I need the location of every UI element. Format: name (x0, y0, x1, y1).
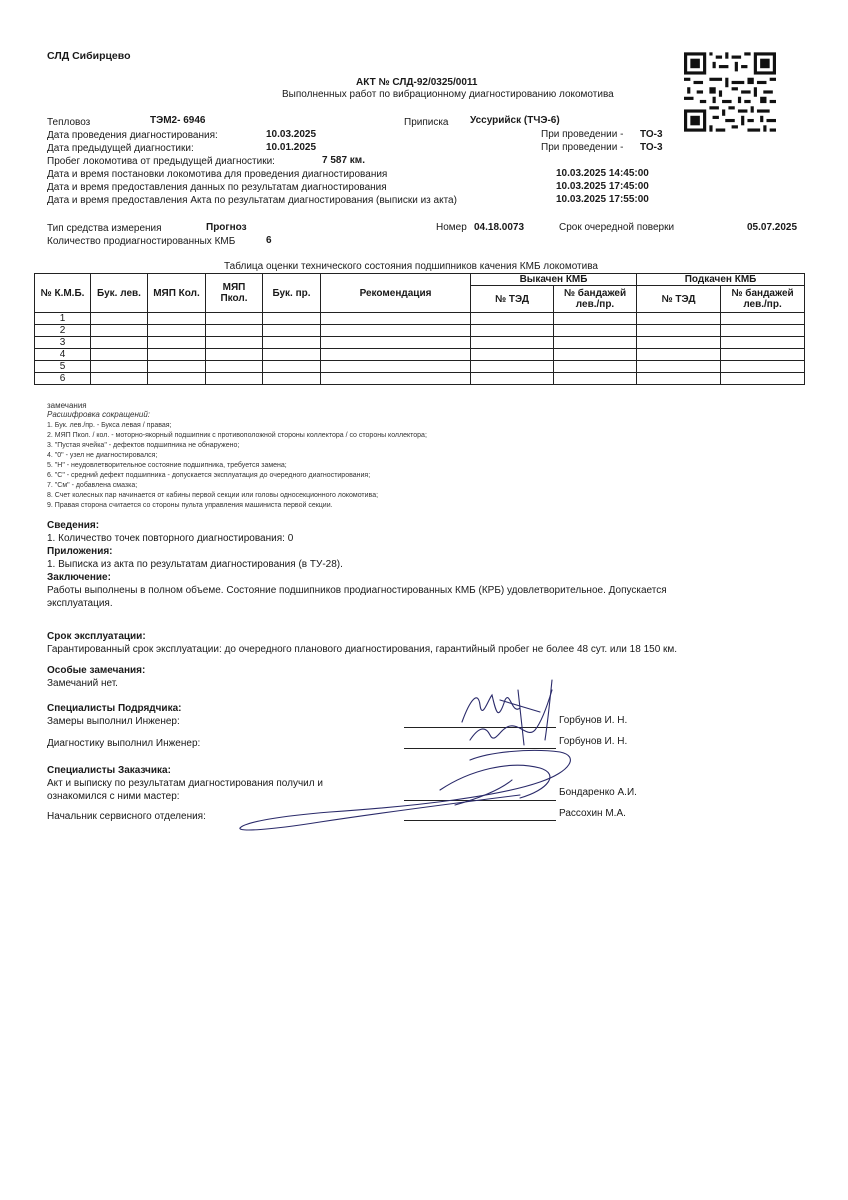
srok-text: Гарантированный срок эксплуатации: до очередного планового диагностирования, гарантийный пробег не более 48 сут. или 18 150 км. (47, 644, 678, 655)
header-myap-kol: МЯП Кол. (148, 274, 206, 313)
zaklyuchenie-line2: эксплуатация. (47, 598, 113, 609)
postanovka-value: 10.03.2025 14:45:00 (556, 168, 649, 179)
nomer-value: 04.18.0073 (474, 222, 525, 233)
header-buk-lev: Бук. лев. (91, 274, 148, 313)
prev-diag-label: Дата предыдущей диагностики: (47, 143, 194, 154)
svedeniya-text: 1. Количество точек повторного диагностирования: 0 (47, 533, 294, 544)
probeg-value: 7 587 км. (322, 155, 365, 166)
pri-provedenii-2-value: ТО-3 (640, 142, 663, 153)
header-vykachen: Выкачен КМБ (471, 274, 637, 286)
signature-line (404, 820, 556, 821)
remark-item: 3. "Пустая ячейка" - дефектов подшипника не обнаружено; (47, 442, 240, 449)
header-num: № К.М.Б. (35, 274, 91, 313)
row-number: 3 (35, 337, 91, 349)
remark-item: 6. "С" - средний дефект подшипника - допускается эксплуатация до очередного диагностирования; (47, 472, 371, 479)
remark-item: 9. Правая сторона считается со стороны пульта управления машиниста первой секции. (47, 502, 333, 509)
table-row (35, 337, 805, 349)
predost-dannyh-value: 10.03.2025 17:45:00 (556, 181, 649, 192)
pripiska-label: Приписка (404, 117, 449, 128)
diag-label: Диагностику выполнил Инженер: (47, 738, 201, 749)
pri-provedenii-1-label: При проведении - (541, 129, 624, 140)
zaklyuchenie-title: Заключение: (47, 572, 111, 583)
table-row (35, 325, 805, 337)
zakazchik-title: Специалисты Заказчика: (47, 765, 171, 776)
srok-poverki-value: 05.07.2025 (747, 222, 798, 233)
predost-akta-label: Дата и время предоставления Акта по результатам диагностирования (выписки из акта) (47, 195, 457, 206)
header-buk-pr: Бук. пр. (263, 274, 321, 313)
kolichestvo-value: 6 (266, 235, 272, 246)
podryadchik-title: Специалисты Подрядчика: (47, 703, 182, 714)
postanovka-label: Дата и время постановки локомотива для проведения диагностирования (47, 169, 388, 180)
akt-name: Бондаренко А.И. (559, 787, 637, 798)
srok-poverki-label: Срок очередной поверки (559, 222, 675, 233)
header-ted-2: № ТЭД (637, 286, 721, 313)
signature-line (404, 748, 556, 749)
row-number: 2 (35, 325, 91, 337)
table-row (35, 349, 805, 361)
kmb-table (34, 273, 805, 385)
row-number: 1 (35, 313, 91, 325)
zamery-name: Горбунов И. Н. (559, 715, 628, 726)
organization-name: СЛД Сибирцево (47, 50, 131, 62)
act-subtitle: Выполненных работ по вибрационному диагностированию локомотива (282, 89, 614, 100)
prilozheniya-text: 1. Выписка из акта по результатам диагностирования (в ТУ-28). (47, 559, 343, 570)
akt-label-1: Акт и выписку по результатам диагностирования получил и (47, 778, 323, 789)
table-row (35, 373, 805, 385)
svedeniya-title: Сведения: (47, 520, 100, 531)
remark-item: 8. Счет колесных пар начинается от кабины первой секции или головы односекционного локомотива; (47, 492, 379, 499)
remarks-subtitle: Расшифровка сокращений: (47, 410, 150, 419)
nomer-label: Номер (436, 222, 467, 233)
header-bandazh-2: № бандажей лев./пр. (721, 286, 805, 313)
nach-label: Начальник сервисного отделения: (47, 811, 206, 822)
row-number: 6 (35, 373, 91, 385)
osobye-text: Замечаний нет. (47, 678, 118, 689)
remarks-title: замечания (47, 401, 87, 410)
remark-item: 2. МЯП Пкол. / кол. - моторно-якорный подшипник с противоположной стороны коллектора / со стороны коллектора; (47, 432, 427, 439)
prev-diag-value: 10.01.2025 (266, 142, 317, 153)
tip-value: Прогноз (206, 222, 247, 233)
remark-item: 7. "См" - добавлена смазка; (47, 482, 138, 489)
zamery-label: Замеры выполнил Инженер: (47, 716, 180, 727)
osobye-title: Особые замечания: (47, 665, 146, 676)
loco-label: Тепловоз (47, 117, 91, 128)
loco-value: ТЭМ2- 6946 (150, 115, 206, 126)
akt-label-2: ознакомился с ними мастер: (47, 791, 180, 802)
row-number: 5 (35, 361, 91, 373)
prilozheniya-title: Приложения: (47, 546, 113, 557)
pri-provedenii-1-value: ТО-3 (640, 129, 663, 140)
header-rekomendaciya: Рекомендация (321, 274, 471, 313)
diag-name: Горбунов И. Н. (559, 736, 628, 747)
header-ted-1: № ТЭД (471, 286, 554, 313)
signature-line (404, 800, 556, 801)
predost-dannyh-label: Дата и время предоставления данных по результатам диагностирования (47, 182, 387, 193)
pri-provedenii-2-label: При проведении - (541, 142, 624, 153)
zaklyuchenie-line1: Работы выполнены в полном объеме. Состояние подшипников продиагностированных КМБ (КРБ) удовлетворительное. Допускается (47, 585, 667, 596)
diag-date-label: Дата проведения диагностирования: (47, 130, 218, 141)
srok-title: Срок эксплуатации: (47, 631, 146, 642)
diag-date-value: 10.03.2025 (266, 129, 317, 140)
header-podkachen: Подкачен КМБ (637, 274, 805, 286)
header-myap-pkol: МЯП Пкол. (206, 274, 263, 313)
remark-item: 1. Бук. лев./пр. - Букса левая / правая; (47, 422, 172, 429)
table-row (35, 361, 805, 373)
pripiska-value: Уссурийск (ТЧЭ-6) (470, 115, 560, 126)
row-number: 4 (35, 349, 91, 361)
predost-akta-value: 10.03.2025 17:55:00 (556, 194, 649, 205)
remark-item: 4. "0" - узел не диагностировался; (47, 452, 158, 459)
table-caption: Таблица оценки технического состояния подшипников качения КМБ локомотива (224, 261, 598, 272)
qr-code-icon (684, 52, 776, 132)
remark-item: 5. "Н" - неудовлетворительное состояние подшипника, требуется замена; (47, 462, 287, 469)
act-title: АКТ № СЛД-92/0325/0011 (356, 77, 478, 88)
probeg-label: Пробег локомотива от предыдущей диагностики: (47, 156, 275, 167)
header-bandazh-1: № бандажей лев./пр. (554, 286, 637, 313)
tip-label: Тип средства измерения (47, 223, 162, 234)
table-row (35, 313, 805, 325)
kolichestvo-label: Количество продиагностированных КМБ (47, 236, 236, 247)
nach-name: Рассохин М.А. (559, 808, 626, 819)
signature-line (404, 727, 556, 728)
